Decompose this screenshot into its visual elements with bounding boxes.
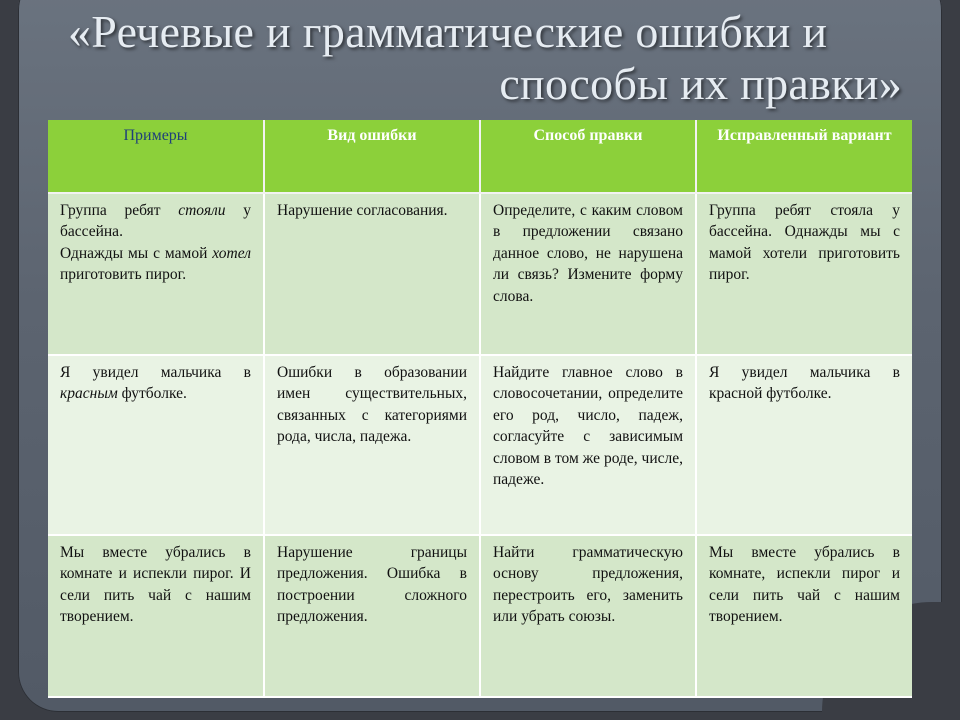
cell-error-type: Ошибки в образовании имен существительных, связанных с категориями рода, числа, падежа. bbox=[264, 355, 480, 535]
example-text: у бассейна. bbox=[60, 202, 251, 241]
example-error-word: красным bbox=[60, 385, 118, 403]
table-row bbox=[48, 193, 912, 355]
example-sentence: Мы вместе убрались в комнате и испекли пирог. И сели пить чай с нашим творением. bbox=[60, 544, 251, 626]
table-row bbox=[48, 535, 912, 697]
example-text: Группа ребят bbox=[60, 202, 179, 219]
slide-title-line-2: способы их правки» bbox=[499, 57, 902, 109]
cell-corrected: Группа ребят стояла у бассейна. Однажды мы с мамой хотели приготовить пирог. bbox=[696, 193, 912, 355]
example-text: футболке. bbox=[117, 385, 187, 403]
table-header-row bbox=[48, 120, 912, 193]
example-sentence bbox=[60, 243, 251, 286]
example-text: Однажды мы с мамой bbox=[60, 244, 213, 262]
header-corrected: Исправленный вариант bbox=[696, 120, 912, 193]
cell-error-type: Нарушение согласования. bbox=[264, 193, 480, 355]
cell-fix-method: Определите, с каким словом в предложении связано данное слово, не нарушена ли связь? Измените форму слова. bbox=[480, 193, 696, 355]
header-error-type: Вид ошибки bbox=[264, 120, 480, 193]
example-text: Я увидел мальчика в bbox=[60, 364, 251, 381]
cell-corrected: Мы вместе убрались в комнате, испекли пирог и сели пить чай с нашим творением. bbox=[696, 535, 912, 697]
cell-error-type: Нарушение границы предложения. Ошибка в построении сложного предложения. bbox=[264, 535, 480, 697]
cell-example bbox=[48, 535, 264, 697]
cell-corrected: Я увидел мальчика в красной футболке. bbox=[696, 355, 912, 535]
header-examples: Примеры bbox=[48, 120, 264, 193]
example-text: приготовить пирог. bbox=[60, 266, 187, 284]
slide-title-line-1: «Речевые и грамматические ошибки и bbox=[68, 6, 828, 57]
table-row bbox=[48, 355, 912, 535]
cell-fix-method: Найдите главное слово в словосочетании, определите его род, число, падеж, согласуйте с зависимым словом в том же роде, числе, падеже. bbox=[480, 355, 696, 535]
example-sentence bbox=[60, 200, 251, 243]
cell-fix-method: Найти грамматическую основу предложения, перестроить его, заменить или убрать союзы. bbox=[480, 535, 696, 697]
example-error-word: стояли bbox=[178, 202, 226, 219]
header-fix-method: Способ правки bbox=[480, 120, 696, 193]
errors-table bbox=[48, 120, 912, 698]
example-error-word: хотел bbox=[212, 244, 251, 262]
cell-example bbox=[48, 193, 264, 355]
slide-title bbox=[30, 2, 930, 114]
example-sentence bbox=[60, 362, 251, 405]
cell-example bbox=[48, 355, 264, 535]
